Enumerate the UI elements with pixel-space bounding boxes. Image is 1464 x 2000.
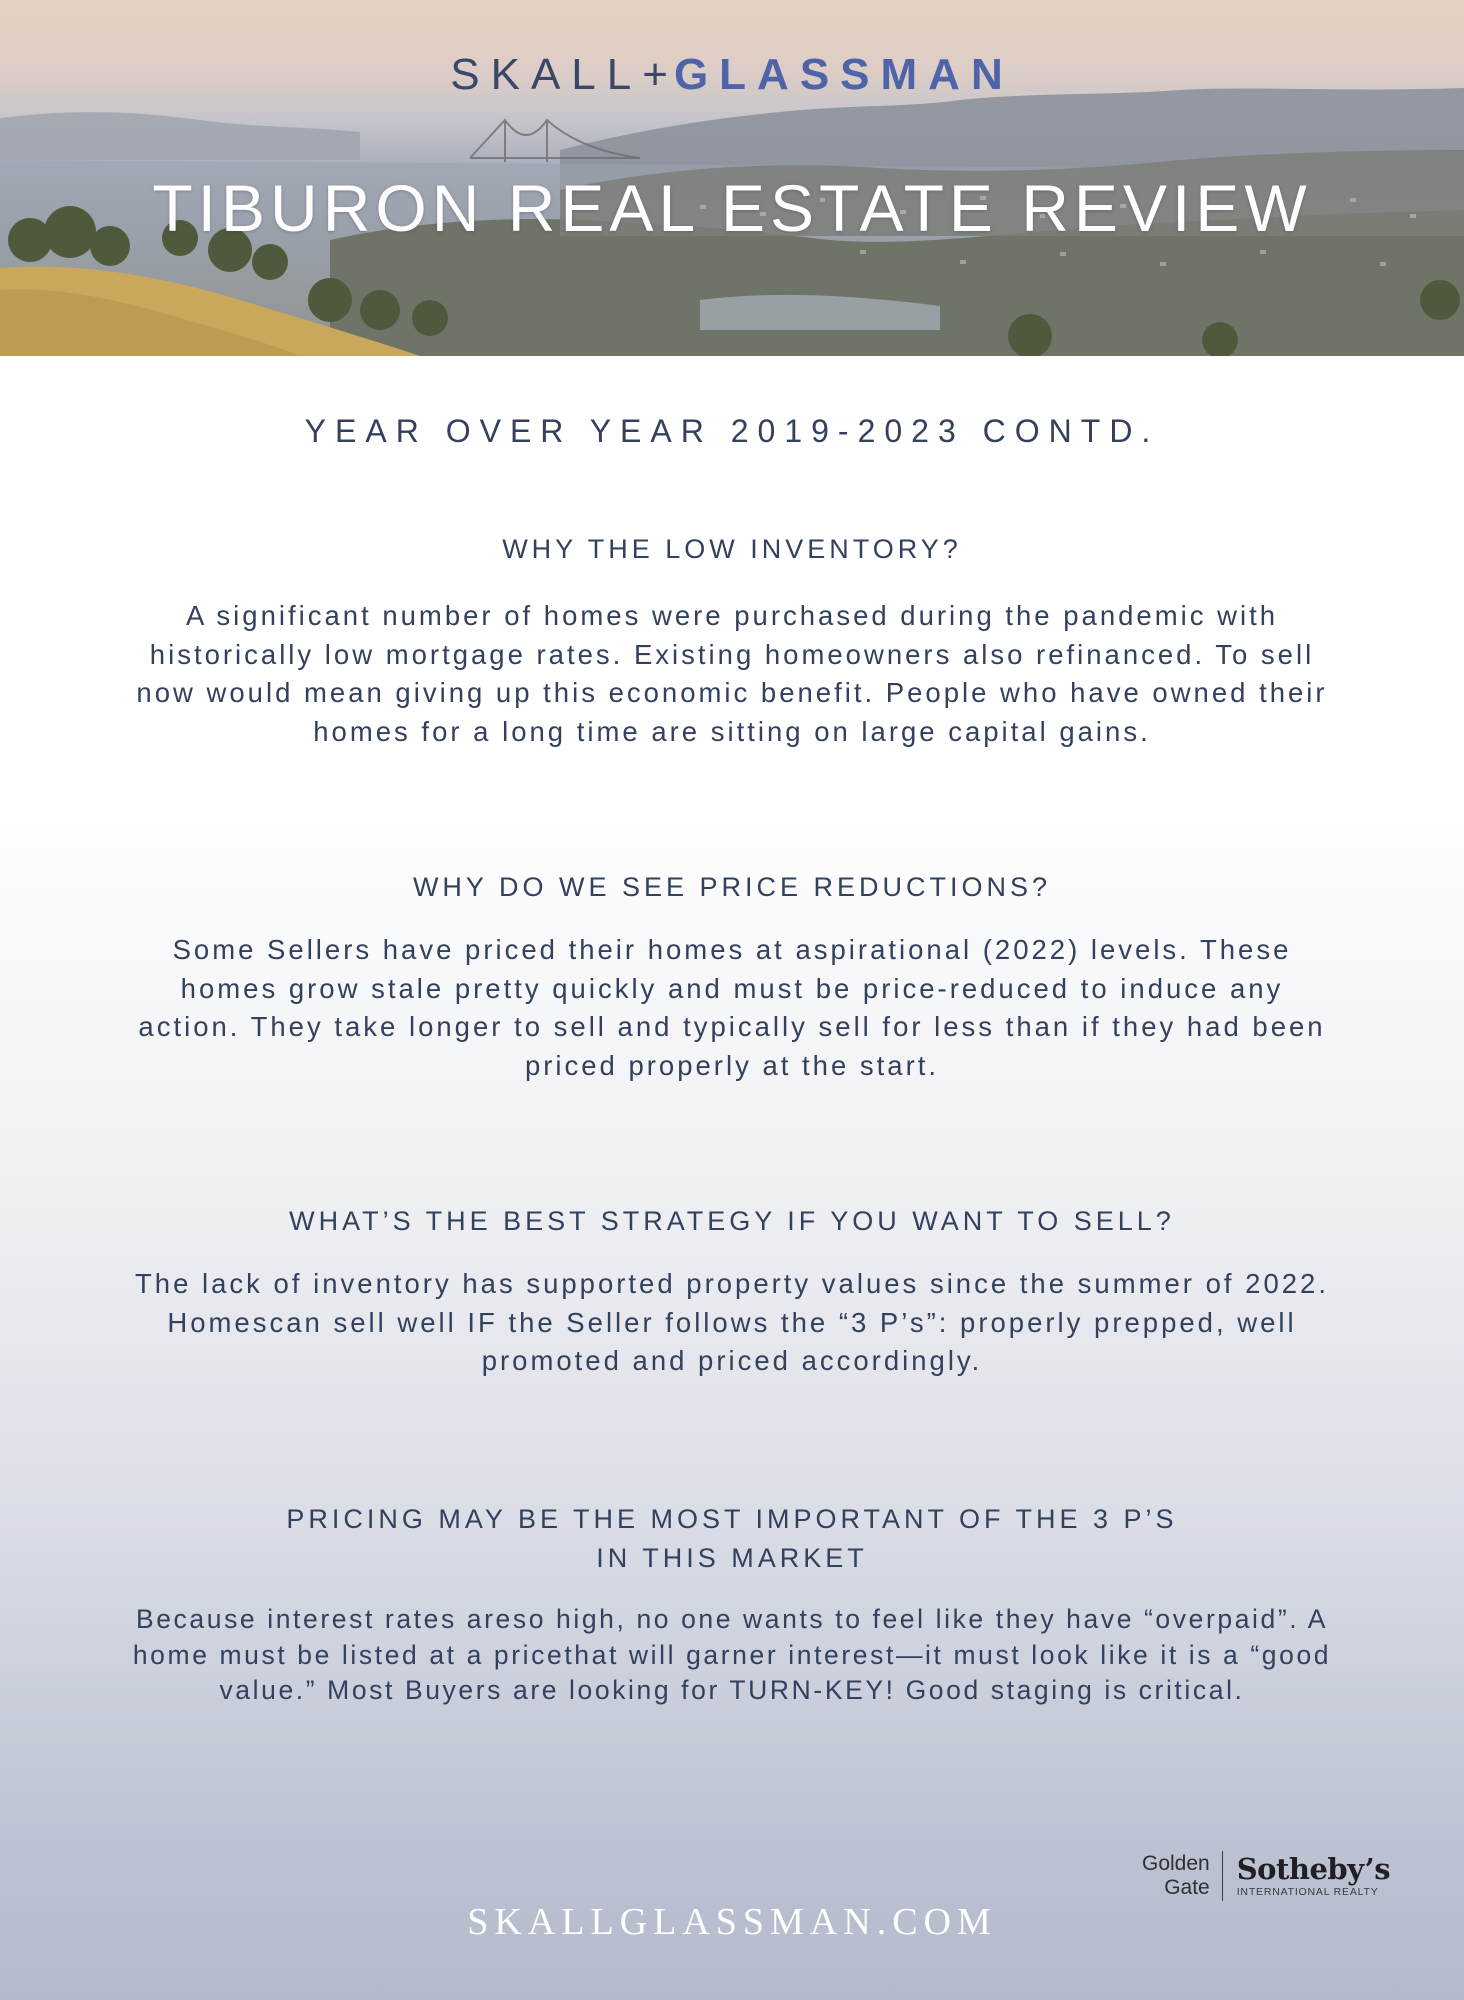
section-low-inventory [130, 530, 1334, 751]
logo-sothebys: Sotheby’s [1236, 1852, 1391, 1886]
brand-glassman: GLASSMAN [673, 50, 1014, 99]
hero-banner [0, 0, 1464, 356]
section-body: The lack of inventory has supported property values since the summer of 2022. Homescan sell well IF the Seller follows the “3 P’s”: properly prepped, well promoted and priced accordingly. [134, 1268, 1329, 1377]
logo-sub: INTERNATIONAL REALTY [1236, 1886, 1379, 1898]
section-title: YEAR OVER YEAR 2019-2023 CONTD. [304, 413, 1160, 449]
section-price-reductions [130, 868, 1334, 1085]
section-heading-line1: PRICING MAY BE THE MOST IMPORTANT OF THE 3 P’S [286, 1504, 1178, 1534]
brand-logo [0, 50, 1464, 100]
section-heading: WHAT’S THE BEST STRATEGY IF YOU WANT TO SELL? [289, 1206, 1175, 1236]
logo-golden: Golden [1142, 1852, 1210, 1875]
section-heading: WHY DO WE SEE PRICE REDUCTIONS? [412, 872, 1052, 902]
page-title: TIBURON REAL ESTATE REVIEW [152, 171, 1312, 245]
section-pricing [130, 1500, 1334, 1709]
section-body: Because interest rates areso high, no one wants to feel like they have “overpaid”. A home must be listed at a pricethat will garner interest—it must look like it is a “good value.” Most Buyers are looking for TURN-KEY! Good staging is critical. [132, 1604, 1332, 1705]
section-heading-line2: IN THIS MARKET [596, 1543, 868, 1573]
website-link[interactable]: SKALLGLASSMAN.COM [467, 1901, 997, 1943]
sothebys-wordmark [1223, 1854, 1390, 1898]
section-body: A significant number of homes were purchased during the pandemic with historically low mortgage rates. Existing homeowners also refinanced. To sell now would mean giving up this economic benefit. People who have owned their homes for a long time are sitting on large capital gains. [136, 600, 1328, 747]
brand-skall: SKALL [450, 50, 643, 99]
logo-gate: Gate [1164, 1876, 1210, 1899]
golden-gate-label [1142, 1852, 1222, 1900]
section-heading: WHY THE LOW INVENTORY? [502, 534, 962, 564]
brand-plus: + [642, 50, 674, 99]
section-body: Some Sellers have priced their homes at aspirational (2022) levels. These homes grow stale pretty quickly and must be price-reduced to induce any action. They take longer to sell and typically sell for less than if they had been priced properly at the start. [138, 934, 1326, 1081]
section-sell-strategy [130, 1202, 1334, 1381]
sothebys-logo [1142, 1848, 1390, 1904]
